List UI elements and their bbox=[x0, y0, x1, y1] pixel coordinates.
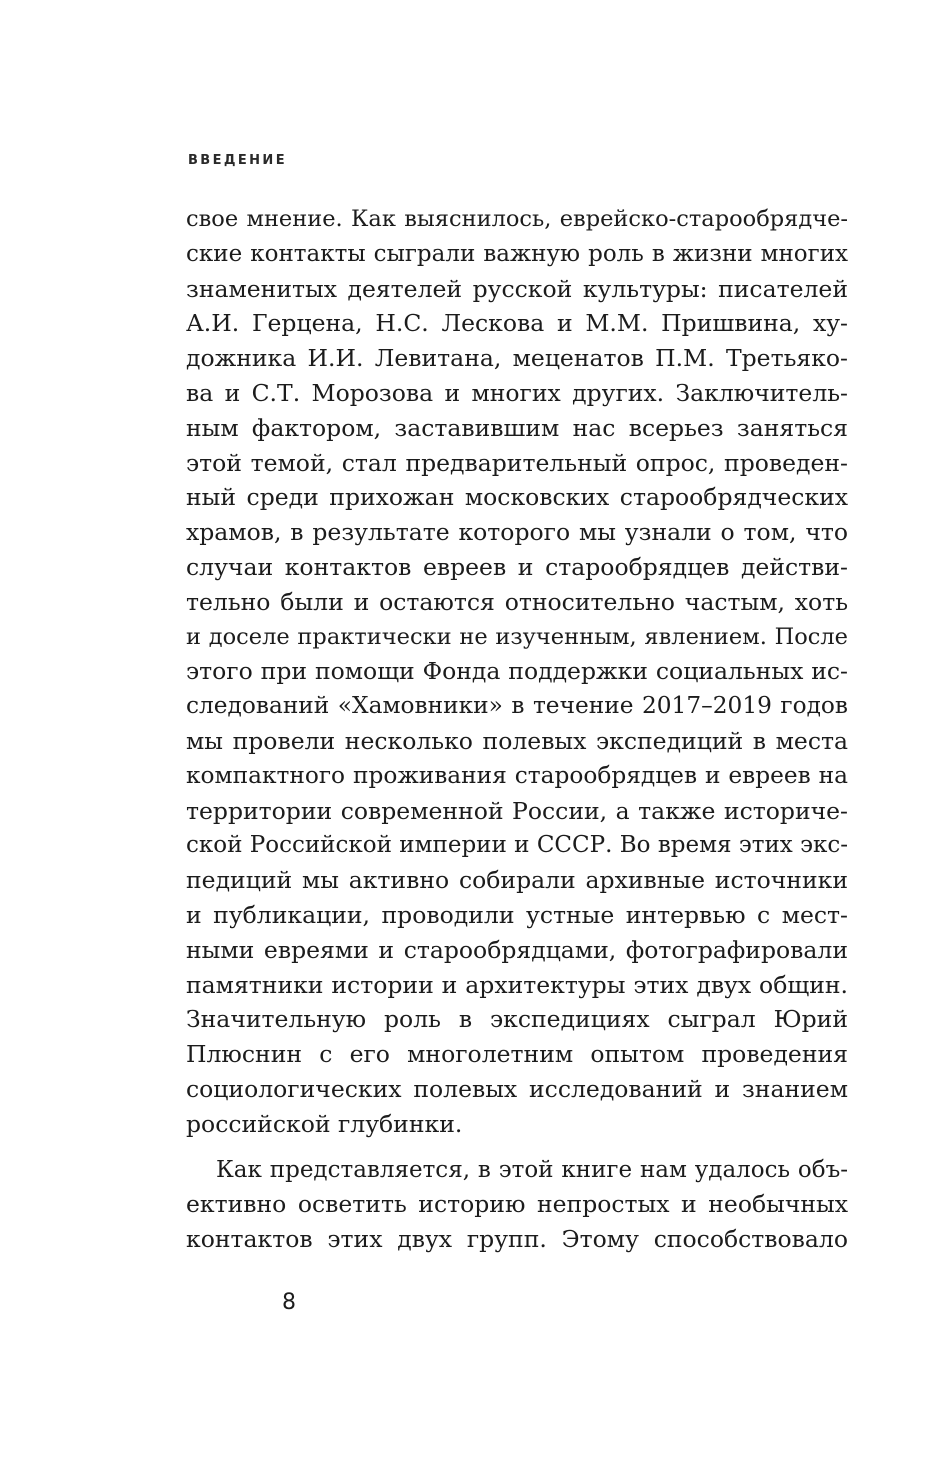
text-line: ва и С.Т. Морозова и многих других. Заключитель- bbox=[186, 378, 848, 407]
text-line: российской глубинки. bbox=[186, 1109, 463, 1138]
text-line: ный среди прихожан московских старообрядческих bbox=[186, 483, 848, 512]
text-line: этого при помощи Фонда поддержки социальных ис- bbox=[186, 657, 848, 686]
paragraph-2 bbox=[186, 1153, 848, 1257]
text-line: контактов этих двух групп. Этому способствовало bbox=[186, 1225, 848, 1254]
text-line: тельно были и остаются относительно частым, хоть bbox=[186, 587, 848, 616]
text-line: ным фактором, заставившим нас всерьез заняться bbox=[186, 413, 848, 442]
text-line: и публикации, проводили устные интервью с мест- bbox=[186, 900, 848, 929]
paragraph-gap bbox=[186, 1142, 848, 1153]
page-number: 8 bbox=[282, 1290, 296, 1315]
text-line: территории современной России, а также историче- bbox=[186, 796, 848, 825]
text-line: педиций мы активно собирали архивные источники bbox=[186, 866, 848, 895]
text-line: ской Российской империи и СССР. Во время этих экс- bbox=[186, 832, 848, 859]
text-line: случаи контактов евреев и старообрядцев действи- bbox=[186, 552, 848, 581]
text-line: ективно осветить историю непростых и необычных bbox=[186, 1190, 848, 1219]
text-line: А.И. Герцена, Н.С. Лескова и М.М. Пришвина, ху- bbox=[186, 309, 848, 338]
text-line: и доселе практически не изученным, явлением. После bbox=[186, 623, 848, 650]
text-line: компактного проживания старообрядцев и евреев на bbox=[186, 761, 848, 789]
text-line: памятники истории и архитектуры этих двух общин. bbox=[186, 970, 848, 999]
paragraph-1 bbox=[186, 202, 848, 1142]
text-line: Как представляется, в этой книге нам удалось объ- bbox=[216, 1156, 848, 1183]
text-line: социологических полевых исследований и знанием bbox=[186, 1074, 848, 1103]
text-line: этой темой, стал предварительный опрос, проведен- bbox=[186, 448, 848, 477]
text-line: свое мнение. Как выяснилось, еврейско-старообрядче- bbox=[186, 206, 848, 232]
text-line: дожника И.И. Левитана, меценатов П.М. Третьяко- bbox=[186, 344, 848, 373]
text-line: знаменитых деятелей русской культуры: писателей bbox=[186, 274, 848, 303]
text-line: мы провели несколько полевых экспедиций в места bbox=[186, 726, 848, 755]
text-line: ские контакты сыграли важную роль в жизни многих bbox=[186, 240, 848, 267]
text-line: Плюснин с его многолетним опытом проведения bbox=[186, 1040, 848, 1069]
running-head: ВВЕДЕНИЕ bbox=[188, 153, 287, 168]
text-line: храмов, в результате которого мы узнали о том, что bbox=[186, 518, 848, 547]
body-text bbox=[186, 202, 848, 1257]
text-line: Значительную роль в экспедициях сыграл Юрий bbox=[186, 1005, 848, 1034]
text-line: следований «Хамовники» в течение 2017–2019 годов bbox=[186, 692, 848, 720]
text-line: ными евреями и старообрядцами, фотографировали bbox=[186, 935, 848, 964]
